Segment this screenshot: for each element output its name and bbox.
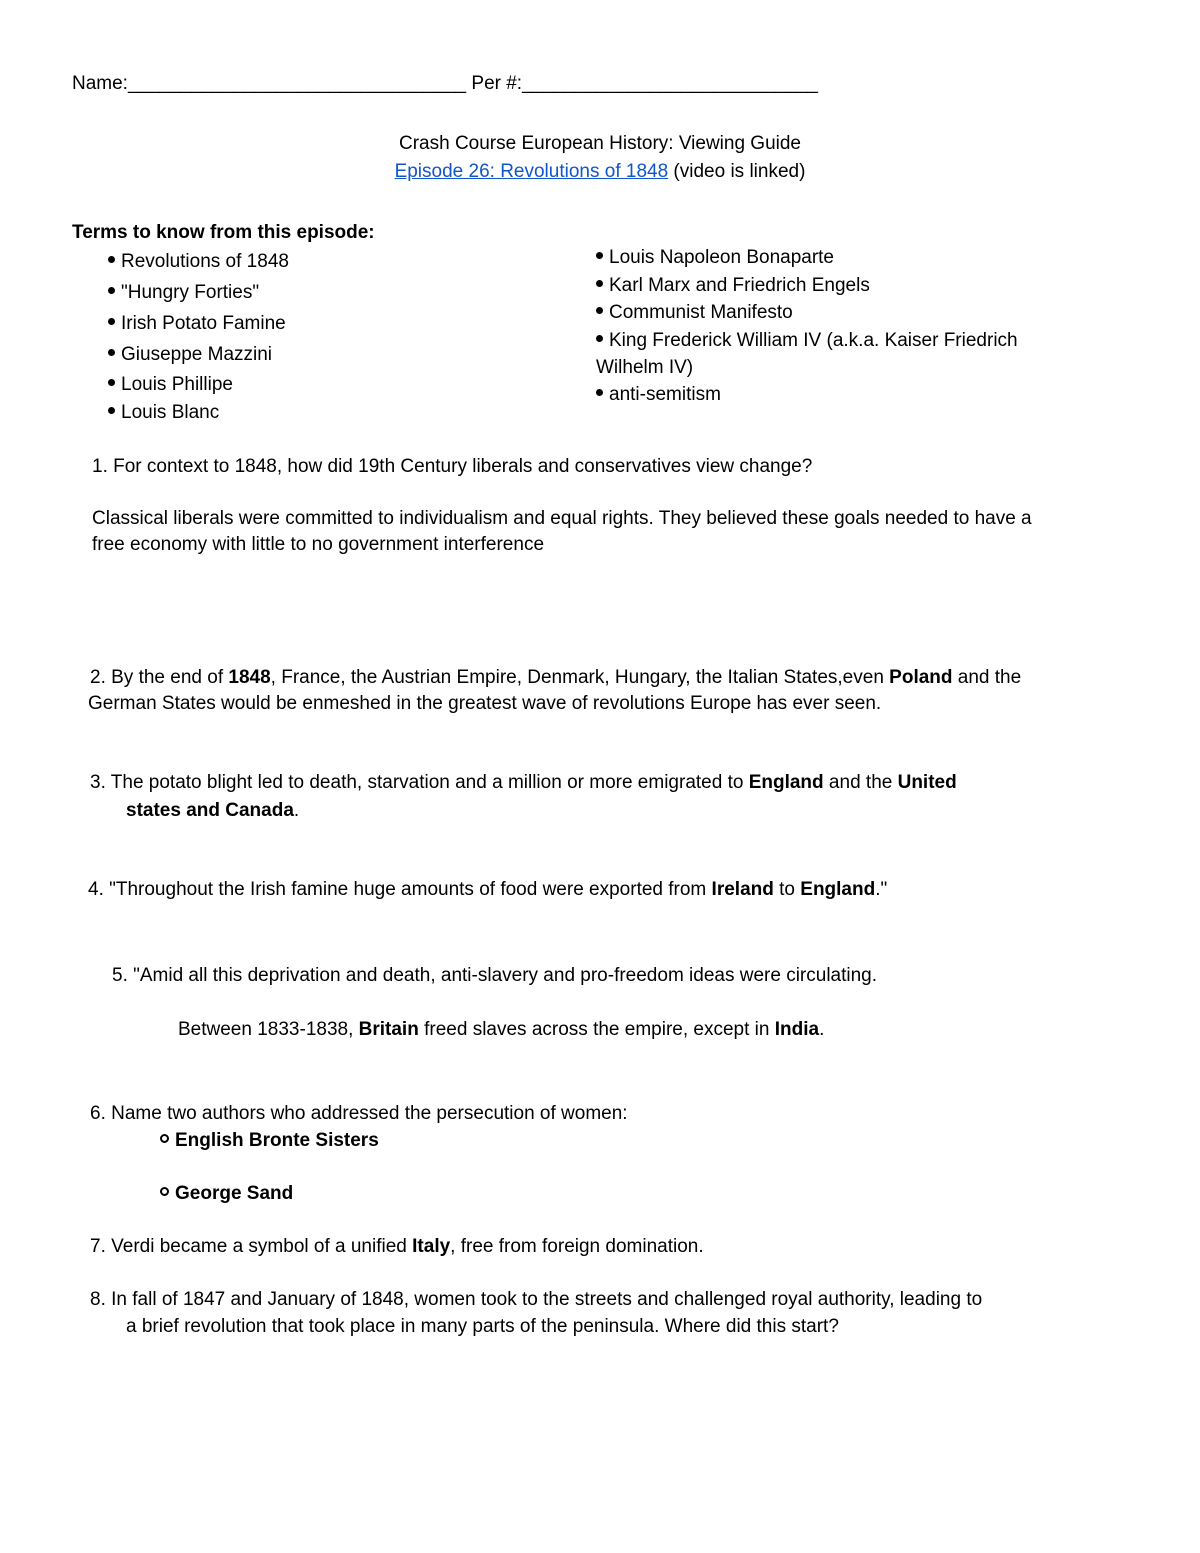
answer-1-line-1: Classical liberals were committed to individualism and equal rights. They believed these goals needed to have a (92, 508, 1032, 529)
question-8-line-2: a brief revolution that took place in many parts of the peninsula. Where did this start? (126, 1316, 839, 1337)
answer-6-item: George Sand (160, 1184, 293, 1203)
term-item: "Hungry Forties" (108, 283, 259, 302)
per-label: Per #: (471, 73, 523, 94)
term-item: Louis Phillipe (108, 375, 233, 394)
answer-6-item: English Bronte Sisters (160, 1131, 379, 1150)
question-2-line-2: German States would be enmeshed in the greatest wave of revolutions Europe has ever seen. (88, 693, 882, 714)
bullet-icon (108, 349, 115, 356)
episode-line (0, 162, 1200, 181)
per-blank[interactable]: ____________________________ (522, 73, 818, 94)
term-item: Louis Blanc (108, 403, 219, 422)
guide-title: Crash Course European History: Viewing Guide (398, 133, 801, 154)
bullet-icon (596, 252, 603, 259)
question-8-line-1: 8. In fall of 1847 and January of 1848, women took to the streets and challenged royal authority, leading to (90, 1289, 983, 1310)
bullet-icon (108, 379, 115, 386)
episode-link[interactable]: Episode 26: Revolutions of 1848 (394, 161, 669, 182)
name-blank[interactable]: ________________________________ (127, 73, 467, 94)
question-5-line-2: Between 1833-1838, Britain freed slaves across the empire, except in India. (178, 1019, 825, 1040)
question-1: 1. For context to 1848, how did 19th Century liberals and conservatives view change? (92, 456, 813, 477)
term-item: King Frederick William IV (a.k.a. Kaiser Friedrich (596, 331, 1018, 350)
term-item: Revolutions of 1848 (108, 252, 289, 271)
bullet-icon (596, 280, 603, 287)
terms-heading: Terms to know from this episode: (72, 222, 375, 243)
bullet-icon (108, 318, 115, 325)
bullet-icon (108, 256, 115, 263)
question-5-line-1: 5. "Amid all this deprivation and death, anti-slavery and pro-freedom ideas were circulating. (112, 965, 878, 986)
term-item: Karl Marx and Friedrich Engels (596, 276, 870, 295)
question-3-line-2: states and Canada. (126, 800, 300, 821)
name-per-line (72, 74, 818, 93)
question-4: 4. "Throughout the Irish famine huge amounts of food were exported from Ireland to England." (88, 879, 888, 900)
question-6: 6. Name two authors who addressed the persecution of women: (90, 1103, 628, 1124)
term-item: anti-semitism (596, 385, 721, 404)
question-3-line-1: 3. The potato blight led to death, starvation and a million or more emigrated to England and the United (90, 772, 957, 793)
answer-1-line-2: free economy with little to no government interference (92, 534, 545, 555)
term-item: Giuseppe Mazzini (108, 345, 272, 364)
term-item-continued: Wilhelm IV) (596, 357, 694, 378)
episode-link-suffix: (video is linked) (668, 161, 806, 182)
name-label: Name: (72, 73, 128, 94)
bullet-icon (596, 307, 603, 314)
bullet-icon (596, 389, 603, 396)
term-item: Louis Napoleon Bonaparte (596, 248, 834, 267)
term-item: Communist Manifesto (596, 303, 793, 322)
bullet-icon (596, 335, 603, 342)
circle-bullet-icon (160, 1187, 169, 1196)
circle-bullet-icon (160, 1134, 169, 1143)
bullet-icon (108, 407, 115, 414)
question-2-line-1: 2. By the end of 1848, France, the Austrian Empire, Denmark, Hungary, the Italian States,even Poland and the (90, 667, 1022, 688)
bullet-icon (108, 287, 115, 294)
question-7: 7. Verdi became a symbol of a unified Italy, free from foreign domination. (90, 1236, 704, 1257)
term-item: Irish Potato Famine (108, 314, 286, 333)
